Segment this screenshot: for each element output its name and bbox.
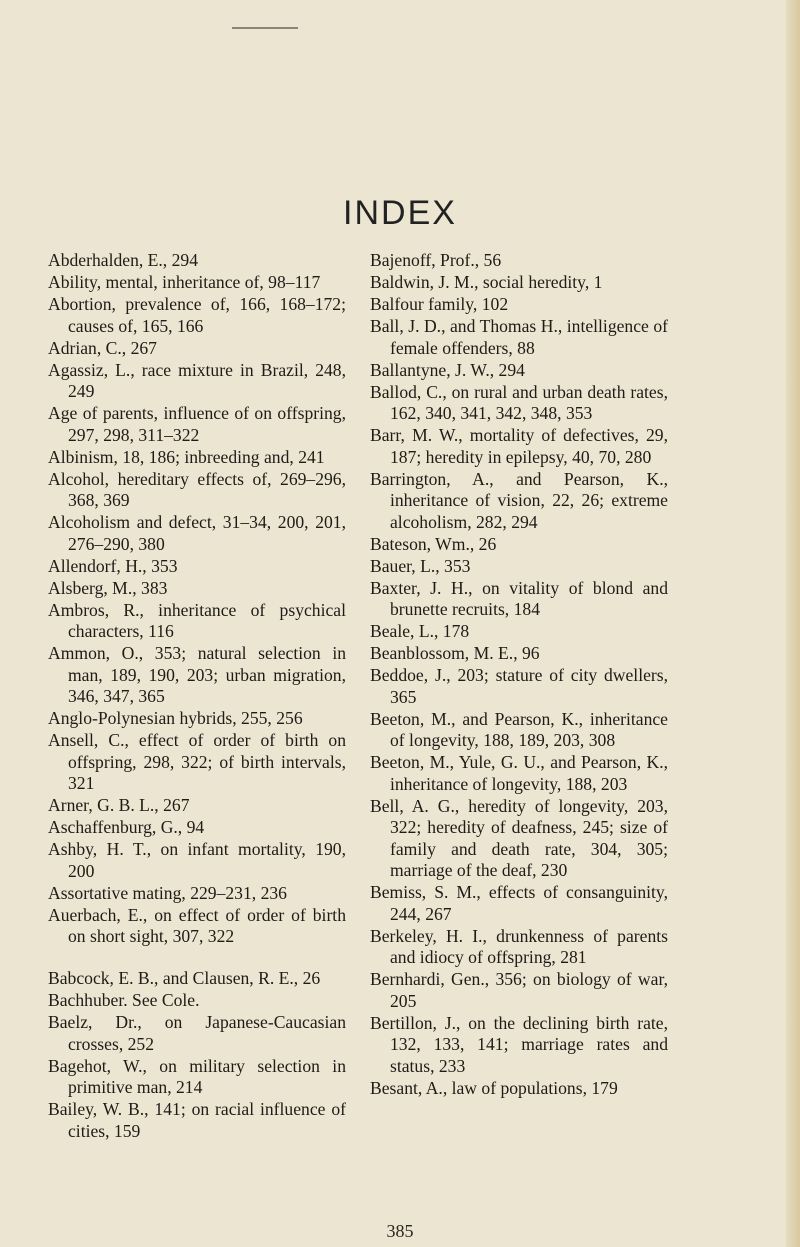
index-entry: Ashby, H. T., on infant mortality, 190, 200	[48, 839, 346, 881]
page-number: 385	[386, 1221, 414, 1241]
left-column	[48, 250, 346, 1143]
index-entry: Berkeley, H. I., drunkenness of parents and idiocy of offspring, 281	[370, 925, 668, 967]
index-entry: Alsberg, M., 383	[48, 577, 168, 598]
right-column	[370, 250, 668, 1100]
index-entry: Baxter, J. H., on vitality of blond and brunette recruits, 184	[370, 577, 668, 619]
index-entry: Bernhardi, Gen., 356; on biology of war, 205	[370, 969, 668, 1011]
index-entry: Barr, M. W., mortality of defectives, 29, 187; heredity in epilepsy, 40, 70, 280	[370, 425, 668, 467]
index-entry: Ballod, C., on rural and urban death rates, 162, 340, 341, 342, 348, 353	[370, 381, 668, 423]
index-entry: Abortion, prevalence of, 166, 168–172; causes of, 165, 166	[48, 294, 346, 336]
index-entry: Balfour family, 102	[370, 294, 509, 314]
index-entry: Ability, mental, inheritance of, 98–117	[48, 272, 321, 292]
index-entry: Alcoholism and defect, 31–34, 200, 201, 276–290, 380	[48, 512, 346, 554]
index-entry: Arner, G. B. L., 267	[48, 795, 190, 815]
index-entry: Ball, J. D., and Thomas H., intelligence of female offenders, 88	[370, 316, 668, 358]
index-entry: Albinism, 18, 186; inbreeding and, 241	[48, 446, 325, 467]
index-entry: Age of parents, influence of on offspring, 297, 298, 311–322	[48, 403, 346, 445]
index-entry: Aschaffenburg, G., 94	[48, 817, 205, 837]
index-entry: Bachhuber. See Cole.	[48, 990, 200, 1010]
index-entry: Agassiz, L., race mixture in Brazil, 248, 249	[48, 359, 346, 401]
top-rule	[232, 27, 298, 29]
index-entry: Beeton, M., Yule, G. U., and Pearson, K., inheritance of longevity, 188, 203	[370, 752, 668, 794]
index-entry: Ansell, C., effect of order of birth on offspring, 298, 322; of birth intervals, 321	[48, 730, 346, 793]
index-entry: Barrington, A., and Pearson, K., inheritance of vision, 22, 26; extreme alcoholism, 282, 294	[370, 468, 668, 532]
index-title: INDEX	[343, 194, 457, 232]
index-entry: Bauer, L., 353	[370, 555, 471, 576]
index-entry: Ammon, O., 353; natural selection in man, 189, 190, 203; urban migration, 346, 347, 365	[48, 643, 346, 706]
index-entry: Bailey, W. B., 141; on racial influence of cities, 159	[48, 1099, 346, 1141]
index-entry: Beanblossom, M. E., 96	[370, 643, 540, 663]
index-entry: Alcohol, hereditary effects of, 269–296, 368, 369	[48, 468, 346, 510]
index-entry: Adrian, C., 267	[48, 337, 157, 358]
section-gap	[48, 948, 346, 968]
index-entry: Beeton, M., and Pearson, K., inheritance of longevity, 188, 189, 203, 308	[370, 708, 668, 750]
index-entry: Anglo-Polynesian hybrids, 255, 256	[48, 708, 303, 728]
index-entry: Abderhalden, E., 294	[48, 250, 198, 270]
index-entry: Bateson, Wm., 26	[370, 533, 497, 554]
index-entry: Baldwin, J. M., social heredity, 1	[370, 272, 603, 292]
index-entry: Ambros, R., inheritance of psychical characters, 116	[48, 599, 346, 641]
index-entry: Allendorf, H., 353	[48, 555, 178, 576]
index-entry: Ballantyne, J. W., 294	[370, 359, 525, 380]
index-entry: Bell, A. G., heredity of longevity, 203, 322; heredity of deafness, 245; size of family and death rate, 304, 305; marriage of the deaf, 230	[370, 795, 668, 880]
index-entry: Bertillon, J., on the declining birth rate, 132, 133, 141; marriage rates and status, 233	[370, 1012, 668, 1076]
index-entry: Assortative mating, 229–231, 236	[48, 882, 287, 903]
index-entry: Besant, A., law of populations, 179	[370, 1077, 618, 1098]
index-entry: Beddoe, J., 203; stature of city dwellers, 365	[370, 665, 668, 707]
index-entry: Babcock, E. B., and Clausen, R. E., 26	[48, 968, 321, 988]
page-edge	[786, 0, 800, 1247]
index-entry: Bemiss, S. M., effects of consanguinity, 244, 267	[370, 882, 668, 924]
index-entry: Baelz, Dr., on Japanese-Caucasian crosses, 252	[48, 1012, 346, 1054]
index-entry: Auerbach, E., on effect of order of birth on short sight, 307, 322	[48, 904, 346, 946]
index-entry: Bajenoff, Prof., 56	[370, 250, 502, 270]
index-entry: Bagehot, W., on military selection in primitive man, 214	[48, 1055, 346, 1097]
index-entry: Beale, L., 178	[370, 621, 470, 641]
